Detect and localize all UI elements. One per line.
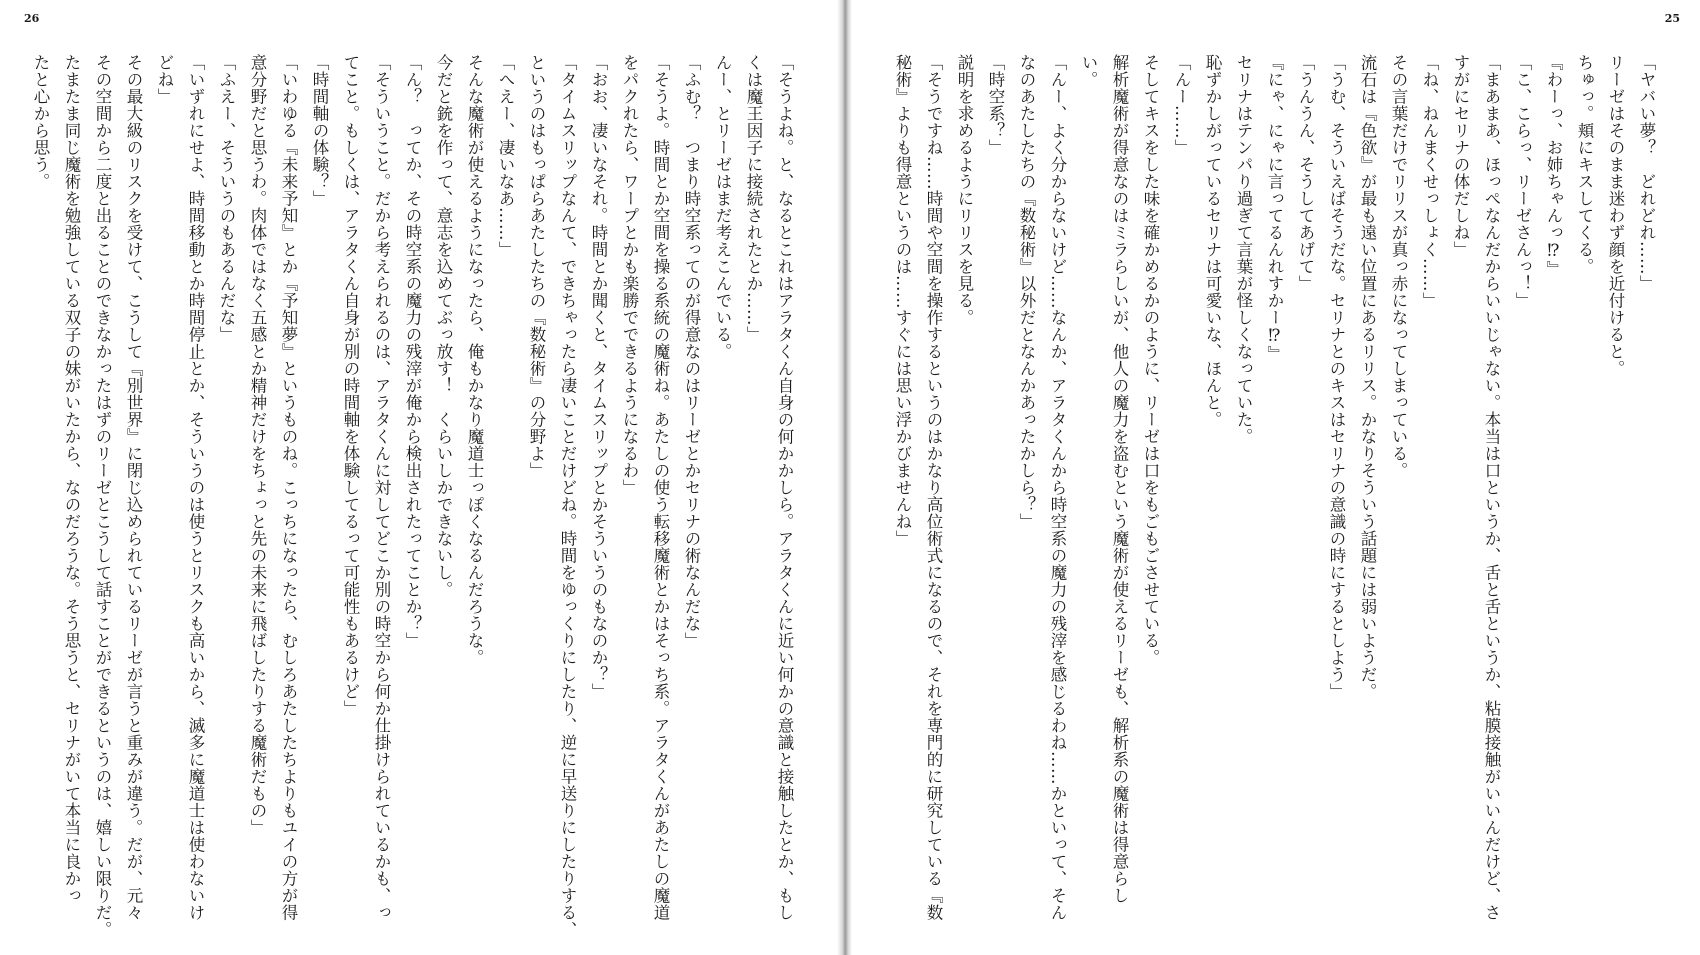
text-line: 「いずれにせよ、時間移動とか時間停止とか、そういうのは使うとリスクも高いから、滅多に魔道士は使わないけ [186, 54, 205, 921]
text-line: 「うむ、そういえばそうだな。セリナとのキスはセリナの意識の時にするとしよう」 [1327, 54, 1346, 700]
text-line: 「そういうこと。だから考えられるのは、アラタくんに対してどこか別の時空から何か仕掛けられているかも、っ [372, 54, 391, 921]
text-line: い。 [1079, 54, 1098, 88]
text-line: 「タイムスリップなんて、できちゃったら凄いことだけどね。時間をゆっくりにしたり、逆に早送りにしたりする、 [558, 54, 577, 938]
text-line: てこと。もしくは、アラタくん自身が別の時間軸を体験してるって可能性もあるけど」 [341, 54, 360, 717]
left-page-text [31, 54, 800, 938]
text-line: 「いわゆる『未来予知』とか『予知夢』というものね。こっちになったら、むしろあたしたちよりもユイの方が得 [279, 54, 298, 921]
text-line: どね」 [155, 54, 174, 105]
text-line: 「まあまあ、ほっぺなんだからいいじゃない。本当は口というか、舌と舌というか、粘膜接触がいいんだけど、さ [1482, 54, 1501, 921]
text-line: くは魔王因子に接続されたとか……」 [744, 54, 763, 343]
text-line: 『にゃ、にゃに言ってるんれすかー⁉』 [1265, 54, 1284, 363]
text-line: 恥ずかしがっているセリナは可愛いな、ほんと。 [1203, 54, 1222, 428]
text-line: 「時間軸の体験？」 [310, 54, 329, 207]
text-line: 「こ、こらっ、リーゼさんっ！」 [1513, 54, 1532, 309]
page-gutter [837, 0, 852, 955]
text-line: なのあたしたちの『数秘術』以外だとなんかあったかしら？」 [1017, 54, 1036, 530]
right-page-text [893, 54, 1662, 934]
text-line: 「んー……」 [1172, 54, 1191, 156]
text-line: 『わーっ、お姉ちゃんっ⁉』 [1544, 54, 1563, 278]
text-line: 意分野だと思うわ。肉体ではなく五感とか精神だけをちょっと先の未来に飛ばしたりする魔術だもの」 [248, 54, 267, 836]
text-line: 「ん？ ってか、その時空系の魔力の残滓が俺から検出されたってことか？」 [403, 54, 422, 649]
text-line: その最大級のリスクを受けて、こうして『別世界』に閉じ込められているリーゼが言うと重みが違う。だが、元々 [124, 54, 143, 921]
text-line: 「そうよね。と、なるとこれはアラタくん自身の何かかしら。アラタくんに近い何かの意識と接触したとか、もし [775, 54, 794, 921]
text-line: 「ね、ねんまくせっしょく……」 [1420, 54, 1439, 309]
text-line: リーゼはそのまま迷わず顔を近付けると。 [1606, 54, 1625, 377]
right-page [852, 0, 1700, 955]
text-line: 流石は『色欲』が最も遠い位置にあるリリス。かなりそういう話題には弱いようだ。 [1358, 54, 1377, 700]
text-line: その言葉だけでリリスが真っ赤になってしまっている。 [1389, 54, 1408, 479]
text-line: そしてキスをした味を確かめるかのように、リーゼは口をもごもごさせている。 [1141, 54, 1160, 666]
text-line: というのはもっぱらあたしたちの『数秘術』の分野よ」 [527, 54, 546, 479]
text-line: 「ふえー、そういうのもあるんだな」 [217, 54, 236, 343]
text-line: 「ふむ？ つまり時空系ってのが得意なのはリーゼとかセリナの術なんだな」 [682, 54, 701, 649]
text-line: 説明を求めるようにリリスを見る。 [955, 54, 974, 326]
left-page [0, 0, 837, 955]
text-line: 秘術』よりも得意というのは……すぐには思い浮かびませんね」 [893, 54, 912, 547]
text-line: んー、とリーゼはまだ考えこんでいる。 [713, 54, 732, 360]
text-line: たまたま同じ魔術を勉強している双子の妹がいたから、なのだろうな。そう思うと、セリナがいて本当に良かっ [62, 54, 81, 904]
text-line: 「そうですね……時間や空間を操作するというのはかなり高位術式になるので、それを専門的に研究している『数 [924, 54, 943, 921]
text-line: 今だと銃を作って、意志を込めてぶっ放す！ くらいしかできないし。 [434, 54, 453, 598]
text-line: セリナはテンパり過ぎて言葉が怪しくなっていた。 [1234, 54, 1253, 445]
text-line: 「時空系？」 [986, 54, 1005, 156]
text-line: 「そうよ。時間とか空間を操る系統の魔術ね。あたしの使う転移魔術とかはそっち系。アラタくんがあたしの魔道 [651, 54, 670, 921]
text-line: 「うんうん、そうしてあげて」 [1296, 54, 1315, 292]
text-line: そんな魔術が使えるようになったら、俺もかなり魔道士っぽくなるんだろうな。 [465, 54, 484, 666]
text-line: 解析魔術が得意なのはミラらしいが、他人の魔力を盗むという魔術が使えるリーゼも、解析系の魔術は得意らし [1110, 54, 1129, 904]
text-line: 「おお、凄いなそれ。時間とか聞くと、タイムスリップとかそういうのもなのか？」 [589, 54, 608, 700]
text-line: 「んー、よく分からないけど……なんか、アラタくんから時空系の魔力の残滓を感じるわね……かといって、そん [1048, 54, 1067, 921]
text-line: その空間から二度と出ることのできなかったはずのリーゼとこうして話すことができるというのは、嬉しい限りだ。 [93, 54, 112, 938]
text-line: すがにセリナの体だしね」 [1451, 54, 1470, 258]
page-number-right: 25 [1664, 12, 1680, 25]
text-line: をパクれたら、ワープとかも楽勝でできるようになるわ」 [620, 54, 639, 496]
text-line: 「ヤバい夢？ どれどれ……」 [1637, 54, 1656, 292]
text-line: たと心から思う。 [31, 54, 50, 190]
text-line: 「へえー、凄いなあ……」 [496, 54, 515, 258]
text-line: ちゅっ。頬にキスしてくる。 [1575, 54, 1594, 275]
page-number-left: 26 [24, 12, 40, 25]
